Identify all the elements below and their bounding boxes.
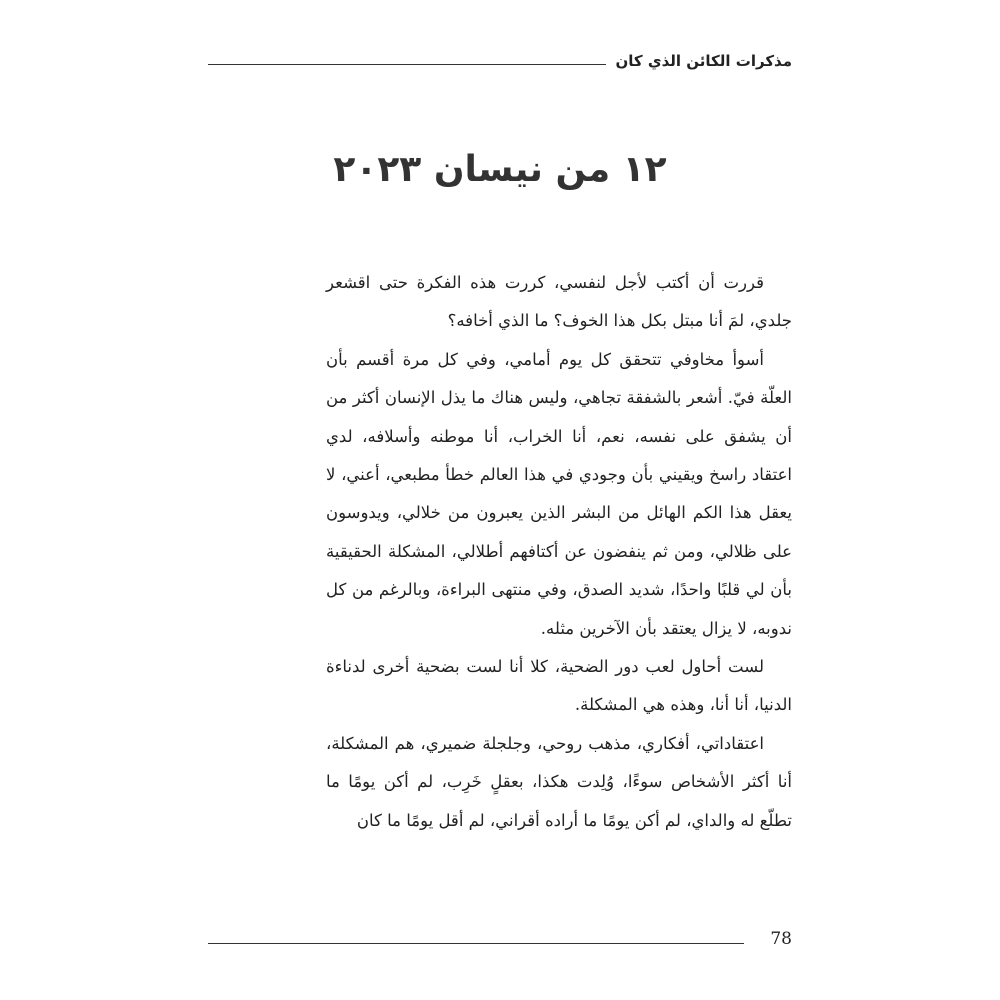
page-footer [208, 926, 792, 952]
body-text [326, 264, 792, 840]
paragraph-1: قررت أن أكتب لأجل لنفسي، كررت هذه الفكرة حتى اقشعر جلدي، لمَ أنا مبتل بكل هذا الخوف؟ ما الذي أخافه؟ [326, 273, 792, 331]
running-header [208, 48, 792, 74]
chapter-title: ١٢ من نيسان ٢٠٢٣ [333, 149, 667, 190]
page-number: 78 [770, 929, 792, 949]
header-rule [208, 64, 606, 65]
paragraph-4: اعتقاداتي، أفكاري، مذهب روحي، وجلجلة ضميري، هم المشكلة، أنا أكثر الأشخاص سوءًا، وُلِدت هكذا، بعقلٍ خَرِب، لم أكن يومًا ما تطلّع له والداي، لم أكن يومًا ما أراده أقراني، لم أقل يومًا ما كان [326, 733, 792, 830]
running-title: مذكرات الكائن الذي كان [615, 52, 792, 70]
paragraph-3: لست أحاول لعب دور الضحية، كلا أنا لست بضحية أخرى لدناءة الدنيا، أنا أنا، وهذه هي المشكلة. [326, 657, 792, 715]
footer-rule [208, 943, 744, 944]
paragraph-2: أسوأ مخاوفي تتحقق كل يوم أمامي، وفي كل مرة أقسم بأن العلّة فيّ. أشعر بالشفقة تجاهي، وليس هناك ما يذل الإنسان أكثر من أن يشفق على نفسه، نعم، أنا الخراب، أنا موطنه وأسلافه، لدي اعتقاد راسخ ويقيني بأن وجودي في هذا العالم خطأ مطبعي، أعني، لا يعقل هذا الكم الهائل من البشر الذين يعبرون من خلالي، ويدوسون على ظلالي، ومن ثم ينفضون عن أكتافهم أطلالي، المشكلة الحقيقية بأن لي قلبًا واحدًا، شديد الصدق، وفي منتهى البراءة، وبالرغم من كل ندوبه، لا يزال يعتقد بأن الآخرين مثله. [326, 349, 792, 638]
